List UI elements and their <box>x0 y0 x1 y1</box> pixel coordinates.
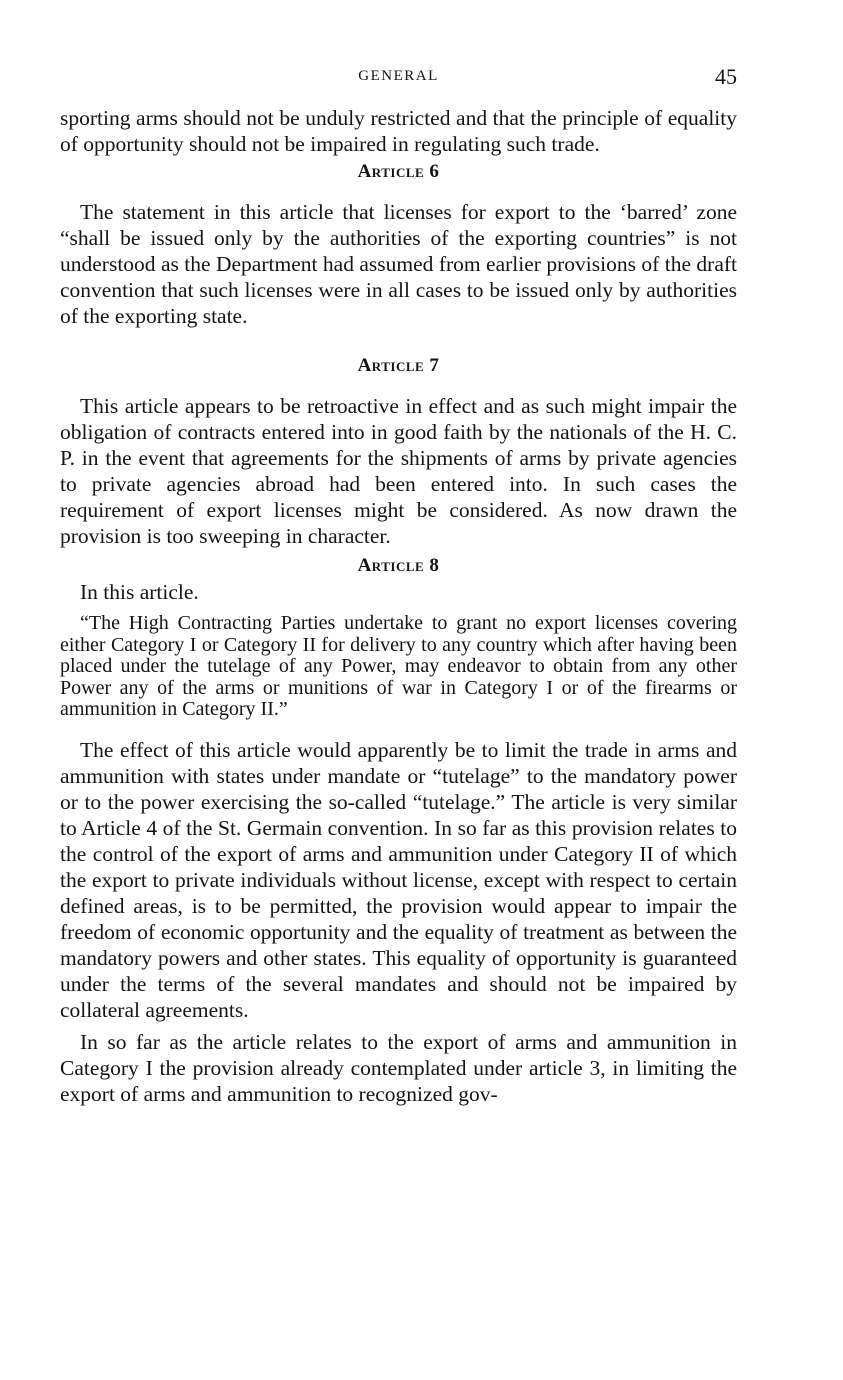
heading-article-8: Article 8 <box>357 555 440 576</box>
running-title: GENERAL <box>358 68 439 84</box>
paragraph-effect: The effect of this article would apparently be to limit the trade in arms and ammunition with states under mandate or “tutelage” to the mandatory power or to the power exercising the so-called “tutelage.” The article is very similar to Article 4 of the St. Germain convention. In so far as this provision relates to the control of the export of arms and ammunition under Category II of which the export to private individuals without license, except with respect to certain defined areas, is to be permitted, the provision would appear to impair the freedom of economic opportunity and the equality of treatment as between the mandatory powers and other states. This equality of opportunity is guaranteed under the terms of the several mandates and should not be impaired by collateral agreements. <box>60 737 737 1022</box>
paragraph-article-6: The statement in this article that licenses for export to the ‘barred’ zone “shall be issued only by the authorities of the exporting countries” is not understood as the Department had assumed from earlier provisions of the draft convention that such licenses were in all cases to be issued only by authorities of the exporting state. <box>60 200 737 328</box>
paragraph-article-7: This article appears to be retroactive in effect and as such might impair the obligation of contracts entered into in good faith by the nationals of the H. C. P. in the event that agreements for the shipments of arms by private agencies to private agencies abroad had been entered into. In such cases the requirement of export licenses might be considered. As now drawn the provision is too sweeping in character. <box>60 394 737 548</box>
running-head <box>60 66 737 96</box>
page-number: 45 <box>715 64 737 89</box>
document-body <box>60 105 737 1107</box>
paragraph-continued: sporting arms should not be unduly restricted and that the principle of equality of opportunity should not be impaired in regulating such trade. <box>60 106 737 156</box>
quotation-article-8: “The High Contracting Parties undertake to grant no export licenses covering either Category I or Category II for delivery to any country which after having been placed under the tutelage of any Power, may endeavor to obtain from any other Power any of the arms or munitions of war in Category I or of the firearms or ammunition in Category II.” <box>60 612 737 720</box>
paragraph-article-8-intro: In this article. <box>80 580 199 604</box>
paragraph-category-1: In so far as the article relates to the export of arms and ammunition in Category I the provision already contemplated under article 3, in limiting the export of arms and ammunition to recognized gov- <box>60 1029 737 1106</box>
heading-article-6: Article 6 <box>357 161 440 182</box>
heading-article-7: Article 7 <box>357 355 440 376</box>
